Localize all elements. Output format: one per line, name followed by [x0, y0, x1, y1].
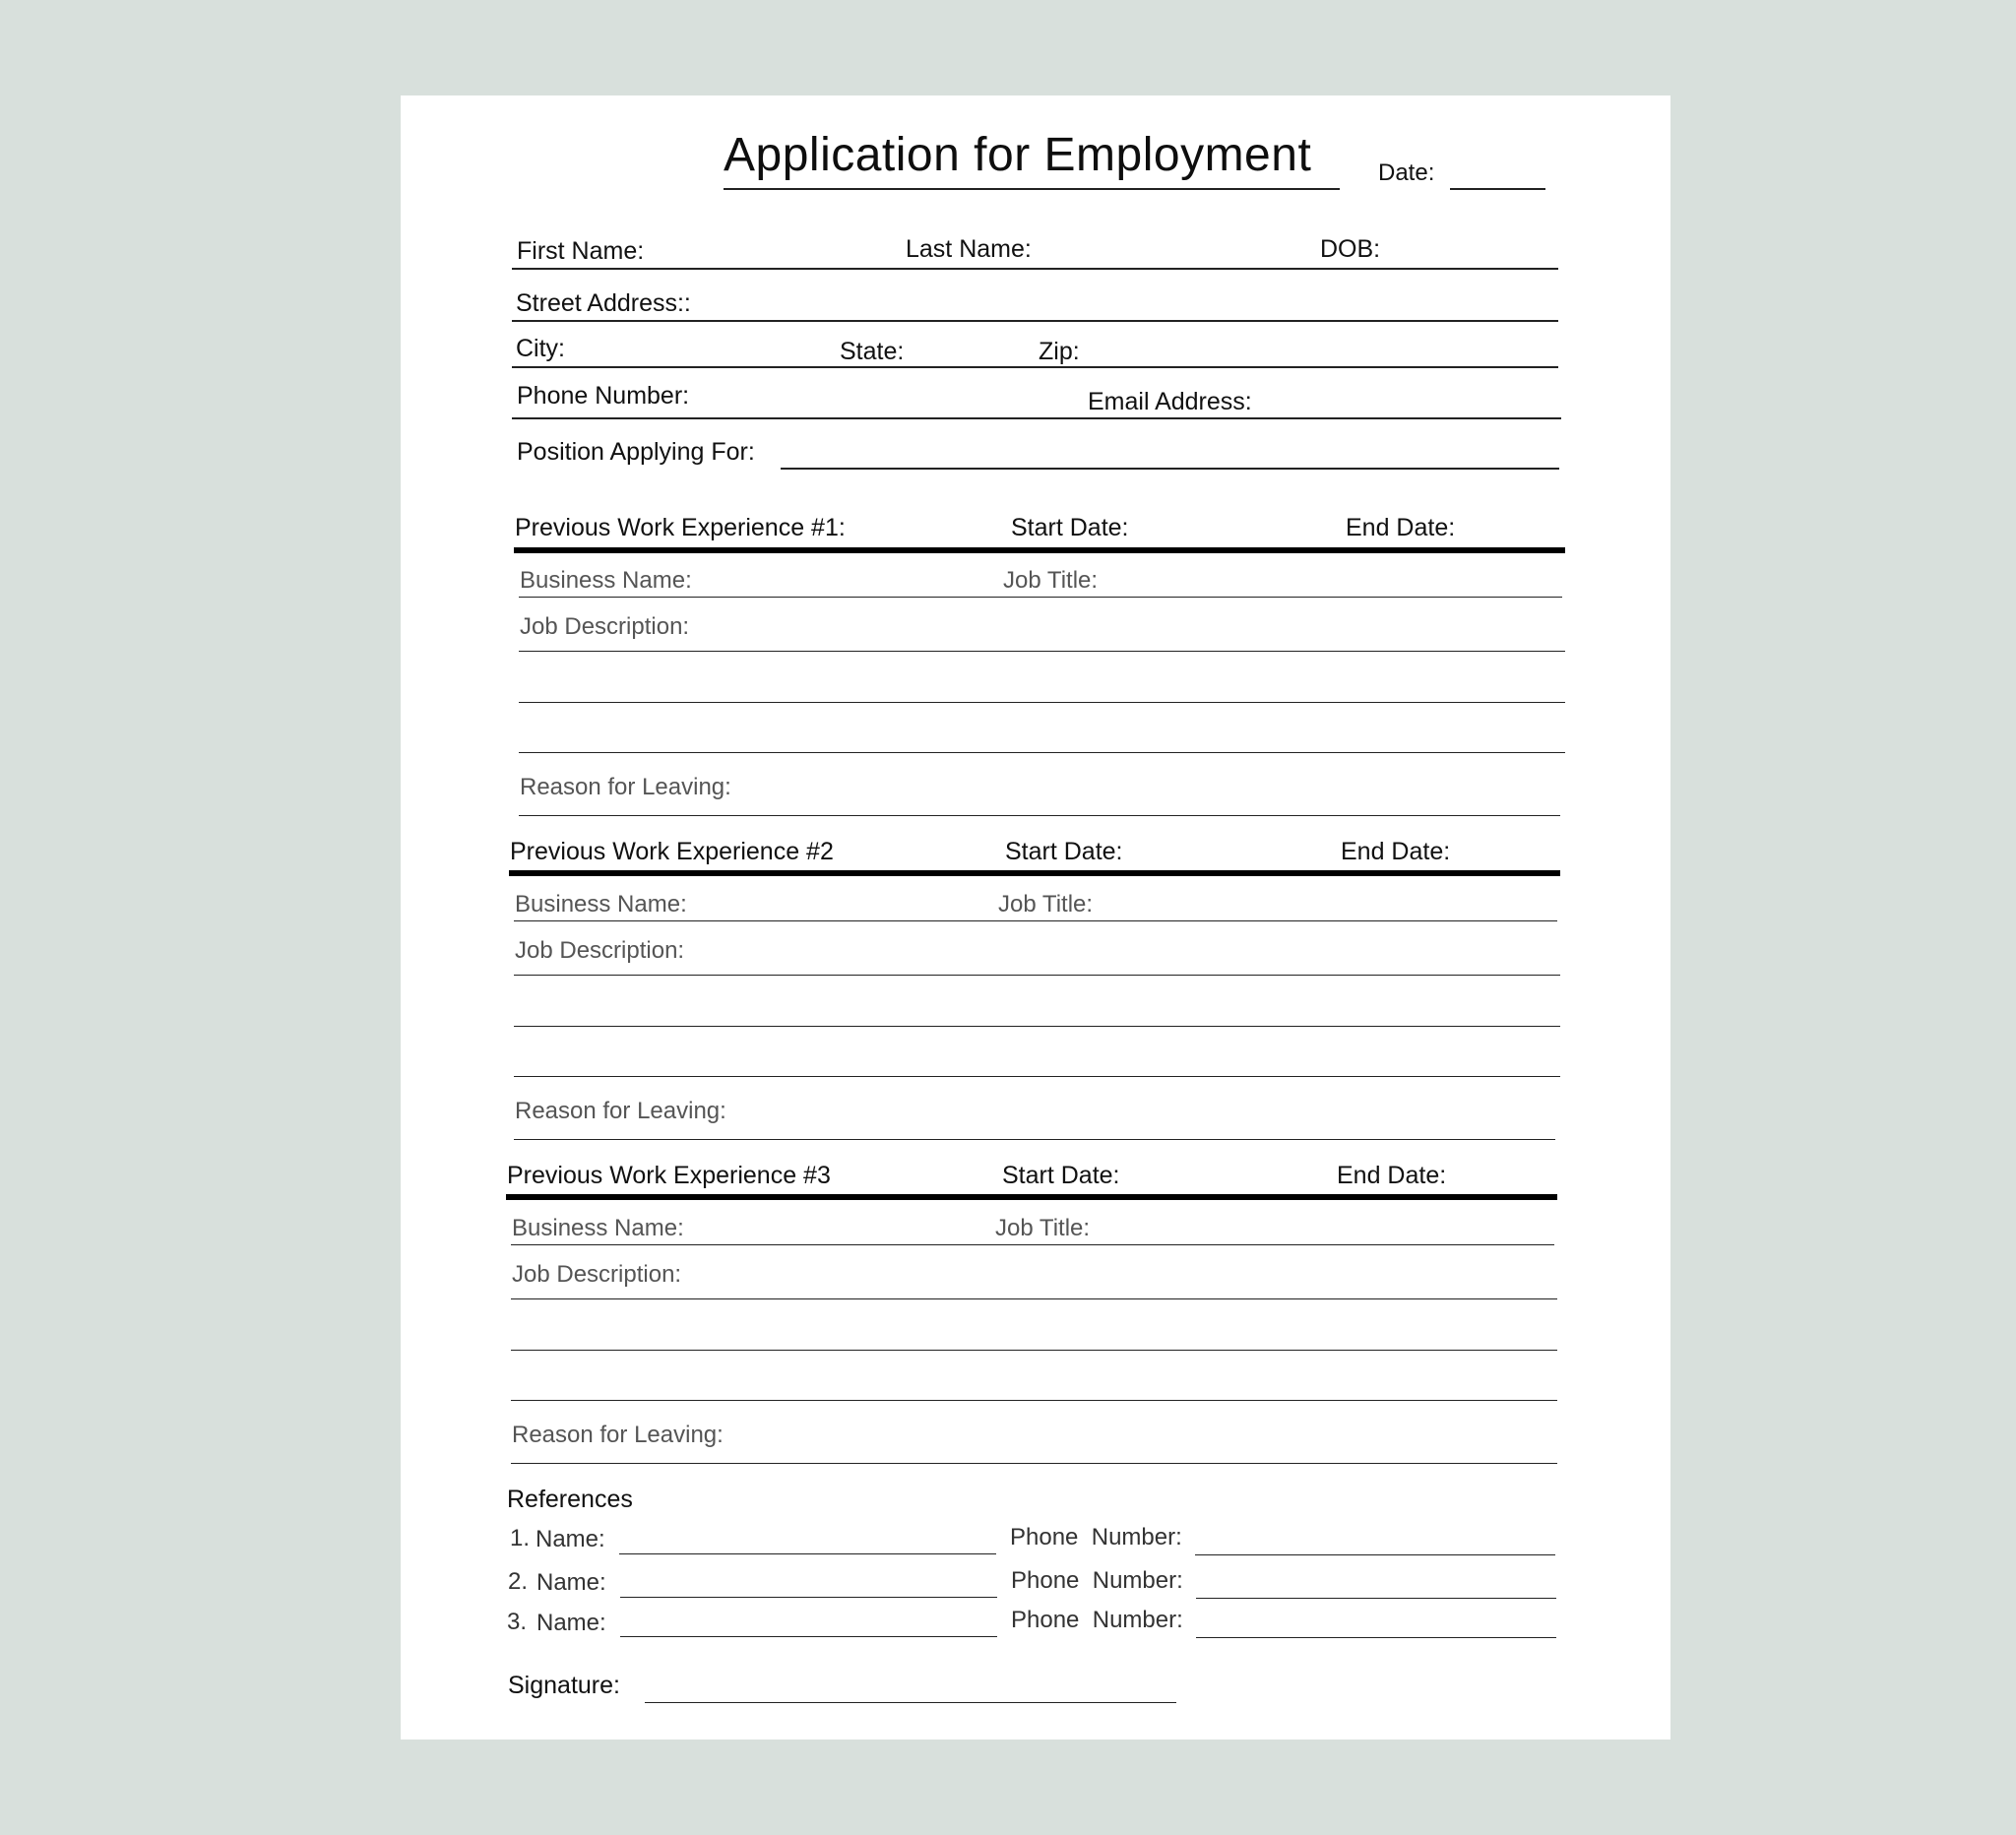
experience-1-reason-label: Reason for Leaving: — [520, 774, 731, 800]
experience-3-end-date-label: End Date: — [1337, 1162, 1447, 1189]
reference-2-phone-line[interactable] — [1196, 1598, 1556, 1599]
city-state-zip-line[interactable] — [512, 366, 1558, 368]
city-label: City: — [516, 335, 565, 362]
date-field[interactable] — [1450, 188, 1545, 190]
reference-3-number: 3. — [507, 1609, 528, 1635]
reference-1-phone-label: Phone Number: — [1010, 1524, 1182, 1550]
experience-2-business-name-label: Business Name: — [515, 891, 687, 918]
first-name-label: First Name: — [517, 237, 645, 265]
form-title: Application for Employment — [724, 129, 1312, 181]
experience-3-description-line-2[interactable] — [511, 1350, 1557, 1351]
signature-label: Signature: — [508, 1672, 620, 1699]
experience-2-reason-label: Reason for Leaving: — [515, 1098, 726, 1124]
experience-2-reason-line[interactable] — [514, 1139, 1555, 1140]
experience-3-job-title-label: Job Title: — [995, 1215, 1091, 1241]
reference-2-name-line[interactable] — [620, 1597, 997, 1598]
experience-1-description-line-3[interactable] — [519, 752, 1565, 753]
experience-3-description-line-1[interactable] — [511, 1298, 1557, 1299]
experience-1-description-line-2[interactable] — [519, 702, 1565, 703]
experience-2-description-line-2[interactable] — [514, 1026, 1560, 1027]
phone-email-line[interactable] — [512, 417, 1561, 419]
reference-3-phone-line[interactable] — [1196, 1637, 1556, 1638]
reference-3-name-line[interactable] — [620, 1636, 997, 1637]
experience-1-start-date-label: Start Date: — [1011, 514, 1129, 541]
experience-1-divider — [514, 547, 1565, 553]
reference-1-phone-line[interactable] — [1195, 1554, 1555, 1555]
reference-1-name-line[interactable] — [619, 1553, 996, 1554]
experience-1-end-date-label: End Date: — [1346, 514, 1456, 541]
experience-1-reason-line[interactable] — [519, 815, 1560, 816]
experience-2-header: Previous Work Experience #2 — [510, 838, 834, 865]
experience-1-description-line-1[interactable] — [519, 651, 1565, 652]
title-underline — [724, 188, 1340, 190]
reference-2-number: 2. — [508, 1568, 529, 1595]
experience-3-start-date-label: Start Date: — [1002, 1162, 1120, 1189]
experience-2-divider — [509, 870, 1560, 876]
experience-1-header: Previous Work Experience #1: — [515, 514, 846, 541]
experience-3-header: Previous Work Experience #3 — [507, 1162, 831, 1189]
reference-1-name-label: Name: — [536, 1526, 605, 1552]
experience-2-start-date-label: Start Date: — [1005, 838, 1123, 865]
references-heading: References — [507, 1486, 633, 1513]
application-form-page — [401, 95, 1670, 1740]
reference-3-name-label: Name: — [536, 1610, 606, 1636]
dob-label: DOB: — [1320, 235, 1381, 263]
experience-2-job-description-label: Job Description: — [515, 937, 685, 964]
experience-3-reason-line[interactable] — [511, 1463, 1557, 1464]
experience-3-job-description-label: Job Description: — [512, 1261, 682, 1288]
signature-line[interactable] — [645, 1702, 1176, 1703]
reference-2-name-label: Name: — [536, 1569, 606, 1596]
state-label: State: — [840, 338, 905, 365]
reference-3-phone-label: Phone Number: — [1011, 1607, 1183, 1633]
experience-1-job-title-label: Job Title: — [1003, 567, 1099, 594]
position-applying-line[interactable] — [781, 468, 1559, 470]
experience-3-description-line-3[interactable] — [511, 1400, 1557, 1401]
experience-2-end-date-label: End Date: — [1341, 838, 1451, 865]
reference-1-number: 1. — [510, 1525, 531, 1551]
name-dob-line[interactable] — [512, 268, 1558, 270]
reference-2-phone-label: Phone Number: — [1011, 1567, 1183, 1594]
experience-3-business-name-label: Business Name: — [512, 1215, 684, 1241]
street-address-label: Street Address:: — [516, 289, 691, 317]
phone-number-label: Phone Number: — [517, 382, 690, 410]
street-address-line[interactable] — [512, 320, 1558, 322]
experience-2-job-title-label: Job Title: — [998, 891, 1094, 918]
experience-3-divider — [506, 1194, 1557, 1200]
experience-2-description-line-3[interactable] — [514, 1076, 1560, 1077]
experience-3-reason-label: Reason for Leaving: — [512, 1422, 724, 1448]
zip-label: Zip: — [1039, 338, 1080, 365]
email-address-label: Email Address: — [1088, 388, 1252, 415]
experience-1-business-line[interactable] — [519, 597, 1562, 598]
experience-1-business-name-label: Business Name: — [520, 567, 692, 594]
experience-2-description-line-1[interactable] — [514, 975, 1560, 976]
experience-1-job-description-label: Job Description: — [520, 613, 690, 640]
last-name-label: Last Name: — [906, 235, 1032, 263]
experience-2-business-line[interactable] — [514, 920, 1557, 921]
experience-3-business-line[interactable] — [511, 1244, 1554, 1245]
position-applying-label: Position Applying For: — [517, 438, 755, 466]
date-label: Date: — [1378, 159, 1435, 186]
